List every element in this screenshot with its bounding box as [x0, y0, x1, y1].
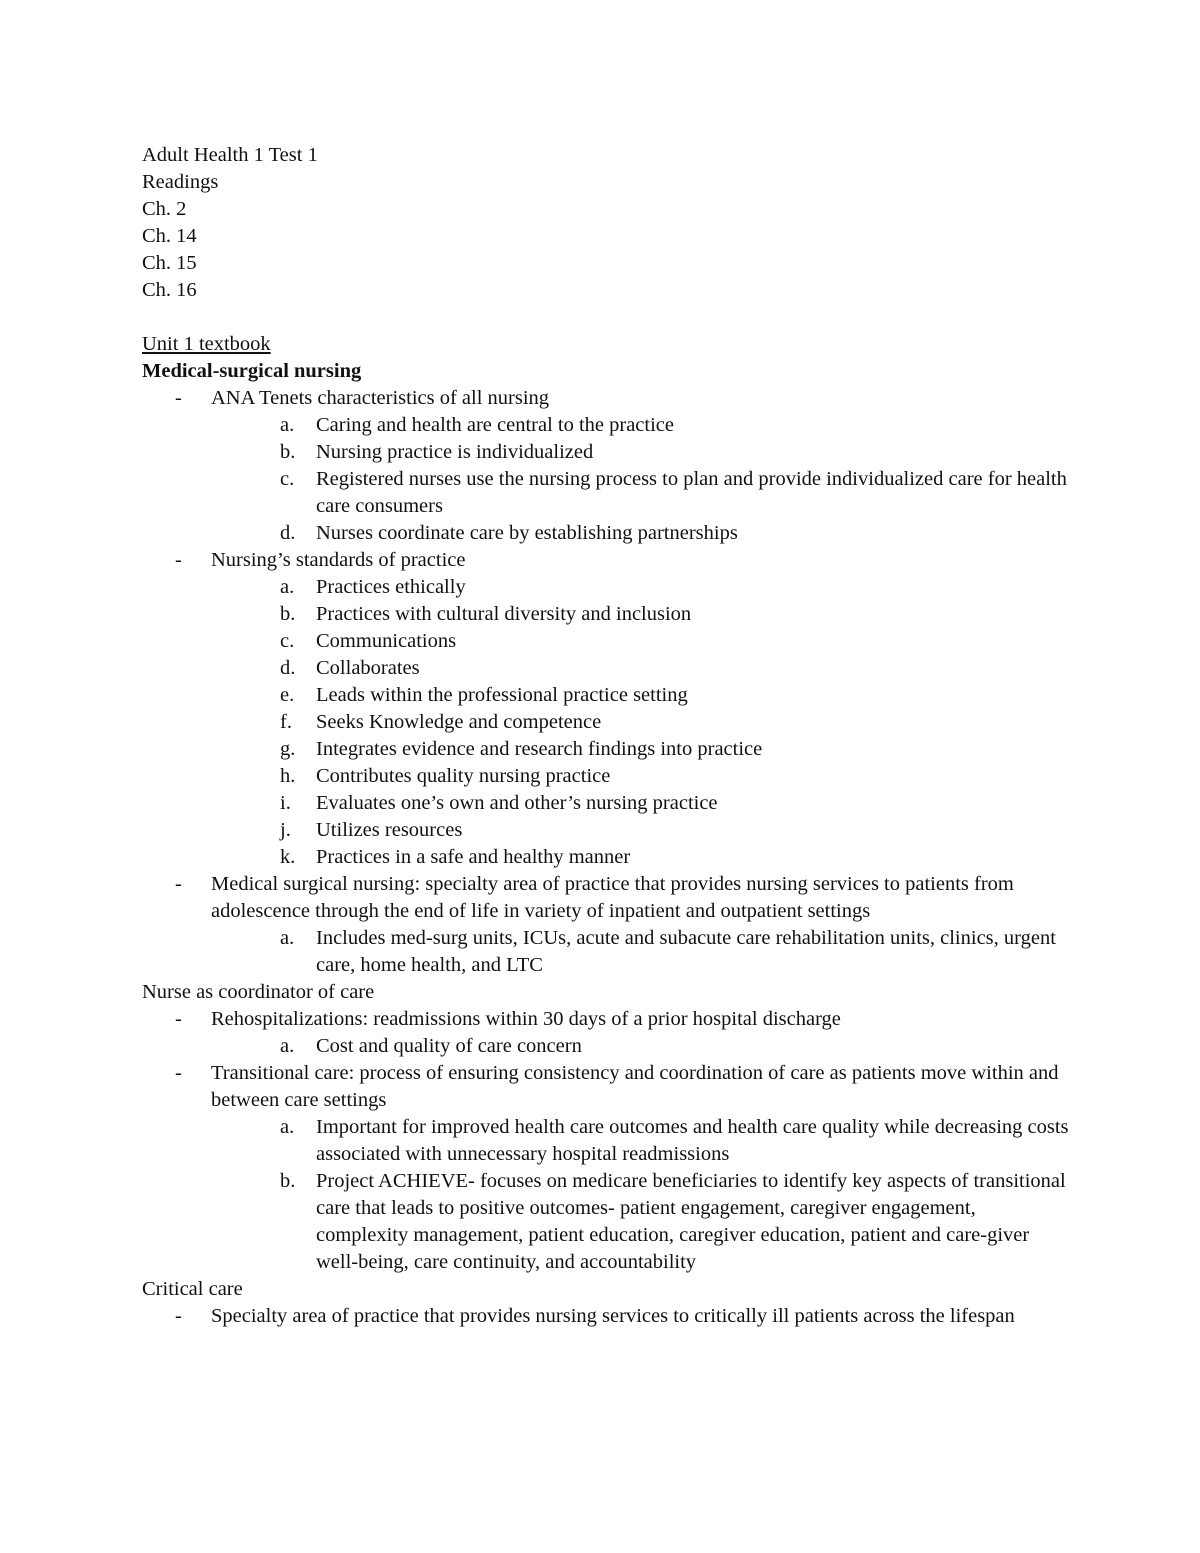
dash-marker: - [175, 549, 182, 571]
dash-marker: - [175, 873, 182, 895]
sub-list-item-text: Registered nurses use the nursing process to plan and provide individualized care for health care consumers [316, 468, 1067, 517]
sub-list-item [211, 655, 1072, 682]
list-item [142, 871, 1072, 979]
sub-list-item [211, 1114, 1072, 1168]
sub-list-item [211, 466, 1072, 520]
letter-marker: i. [280, 792, 291, 814]
letter-marker: j. [280, 819, 291, 841]
section-heading-coordinator: Nurse as coordinator of care [142, 981, 375, 1003]
list-item-text: Transitional care: process of ensuring consistency and coordination of care as patients move within and between care settings [211, 1062, 1059, 1111]
sub-list-item-text: Practices with cultural diversity and inclusion [316, 603, 692, 625]
sub-list-item-text: Communications [316, 630, 457, 652]
list-item-text: ANA Tenets characteristics of all nursing [211, 387, 550, 409]
sub-list-item-text: Integrates evidence and research findings into practice [316, 738, 763, 760]
sub-list-item-text: Evaluates one’s own and other’s nursing practice [316, 792, 718, 814]
letter-marker: c. [280, 630, 295, 652]
sub-list-item [211, 925, 1072, 979]
readings-heading: Readings [142, 171, 219, 193]
sub-list-item-text: Leads within the professional practice setting [316, 684, 688, 706]
letter-marker: b. [280, 1170, 296, 1192]
list-item [142, 547, 1072, 871]
sub-list-item [211, 439, 1072, 466]
letter-marker: a. [280, 414, 295, 436]
sub-list-item-text: Practices in a safe and healthy manner [316, 846, 631, 868]
sub-list-item [211, 682, 1072, 709]
list-item [142, 1006, 1072, 1060]
sub-list-item-text: Caring and health are central to the practice [316, 414, 674, 436]
sub-list-item-text: Nurses coordinate care by establishing partnerships [316, 522, 738, 544]
sub-list-item [211, 736, 1072, 763]
letter-marker: k. [280, 846, 296, 868]
letter-marker: h. [280, 765, 296, 787]
critical-list [142, 1303, 1072, 1330]
sub-list-item-text: Cost and quality of care concern [316, 1035, 582, 1057]
reading-item: Ch. 14 [142, 225, 197, 247]
unit-heading: Unit 1 textbook [142, 333, 271, 355]
sub-list [211, 1033, 1072, 1060]
dash-marker: - [175, 387, 182, 409]
sub-list-item [211, 628, 1072, 655]
sub-list-item [211, 790, 1072, 817]
document-title: Adult Health 1 Test 1 [142, 144, 318, 166]
list-item-text: Rehospitalizations: readmissions within 30 days of a prior hospital discharge [211, 1008, 841, 1030]
list-item [142, 385, 1072, 547]
reading-item: Ch. 15 [142, 252, 197, 274]
letter-marker: d. [280, 522, 296, 544]
sub-list-item [211, 844, 1072, 871]
document-page [142, 142, 1072, 1330]
sub-list-item-text: Practices ethically [316, 576, 466, 598]
reading-item: Ch. 2 [142, 198, 187, 220]
sub-list-item-text: Utilizes resources [316, 819, 463, 841]
sub-list-item-text: Contributes quality nursing practice [316, 765, 611, 787]
blank-line [142, 304, 1072, 331]
sub-list-item-text: Includes med-surg units, ICUs, acute and subacute care rehabilitation units, clinics, urgent care, home health, and LTC [316, 927, 1056, 976]
letter-marker: a. [280, 1116, 295, 1138]
sub-list-item [211, 601, 1072, 628]
sub-list-item [211, 574, 1072, 601]
sub-list-item [211, 709, 1072, 736]
letter-marker: c. [280, 468, 295, 490]
sub-list-item-text: Seeks Knowledge and competence [316, 711, 602, 733]
sub-list-item-text: Project ACHIEVE- focuses on medicare beneficiaries to identify key aspects of transitional care that leads to positive outcomes- patient engagement, caregiver engagement, complexity management, patient education, caregiver education, patient and care-giver well-being, care continuity, and accountability [316, 1170, 1066, 1273]
sub-list-item [211, 1168, 1072, 1276]
section-heading-med-surg: Medical-surgical nursing [142, 360, 362, 382]
dash-marker: - [175, 1008, 182, 1030]
letter-marker: e. [280, 684, 295, 706]
sub-list-item-text: Important for improved health care outcomes and health care quality while decreasing costs associated with unnecessary hospital readmissions [316, 1116, 1069, 1165]
coordinator-list [142, 1006, 1072, 1276]
letter-marker: b. [280, 441, 296, 463]
sub-list-item [211, 817, 1072, 844]
list-item [142, 1303, 1072, 1330]
section-heading-critical: Critical care [142, 1278, 243, 1300]
reading-item: Ch. 16 [142, 279, 197, 301]
letter-marker: g. [280, 738, 296, 760]
list-item-text: Nursing’s standards of practice [211, 549, 466, 571]
list-item-text: Medical surgical nursing: specialty area of practice that provides nursing services to patients from adolescence through the end of life in variety of inpatient and outpatient settings [211, 873, 1014, 922]
sub-list [211, 1114, 1072, 1276]
letter-marker: a. [280, 576, 295, 598]
sub-list-item-text: Collaborates [316, 657, 420, 679]
letter-marker: d. [280, 657, 296, 679]
letter-marker: f. [280, 711, 292, 733]
sub-list-item [211, 1033, 1072, 1060]
dash-marker: - [175, 1305, 182, 1327]
sub-list-item [211, 412, 1072, 439]
list-item-text: Specialty area of practice that provides nursing services to critically ill patients across the lifespan [211, 1305, 1015, 1327]
sub-list [211, 412, 1072, 547]
list-item [142, 1060, 1072, 1276]
letter-marker: b. [280, 603, 296, 625]
sub-list-item-text: Nursing practice is individualized [316, 441, 594, 463]
letter-marker: a. [280, 1035, 295, 1057]
letter-marker: a. [280, 927, 295, 949]
sub-list [211, 925, 1072, 979]
sub-list-item [211, 520, 1072, 547]
dash-marker: - [175, 1062, 182, 1084]
med-surg-list [142, 385, 1072, 979]
sub-list-item [211, 763, 1072, 790]
sub-list [211, 574, 1072, 871]
